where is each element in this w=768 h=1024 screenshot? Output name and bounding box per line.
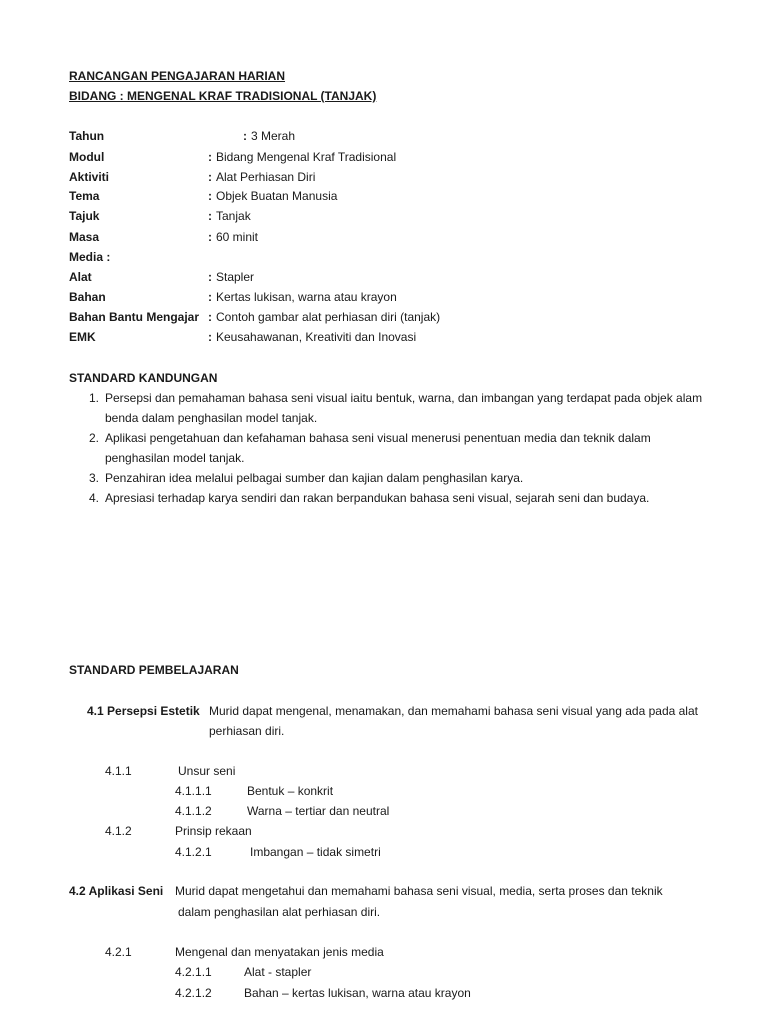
item-number: 4.1.1.2 [175,804,212,818]
document-subtitle: BIDANG : MENGENAL KRAF TRADISIONAL (TANJAK) [69,89,377,103]
emk-label: EMK [69,330,96,344]
list-item-text: Penzahiran idea melalui pelbagai sumber dan kajian dalam penghasilan karya. [105,471,524,485]
item-number: 4.1.2.1 [175,845,212,859]
tajuk-value: : Tanjak [208,209,251,223]
bbm-label: Bahan Bantu Mengajar [69,310,200,324]
tahun-label: Tahun [69,129,105,143]
standard-pembelajaran-heading: STANDARD PEMBELAJARAN [69,663,239,677]
media-label: Media : [69,250,111,264]
item-text: Imbangan – tidak simetri [250,845,381,859]
item-number: 4.2.1.2 [175,986,212,1000]
tajuk-label: Tajuk [69,209,100,223]
list-item-text: benda dalam penghasilan model tanjak. [105,411,318,425]
list-item-number: 2. [89,431,100,445]
item-text: Bentuk – konkrit [247,784,334,798]
section-4-2-desc: Murid dapat mengetahui dan memahami bahasa seni visual, media, serta proses dan teknik [175,884,663,898]
masa-value: : 60 minit [208,230,259,244]
section-4-1-desc: Murid dapat mengenal, menamakan, dan memahami bahasa seni visual yang ada pada alat [209,704,698,718]
tahun-value: : 3 Merah [243,129,296,143]
list-item-text: Persepsi dan pemahaman bahasa seni visual iaitu bentuk, warna, dan imbangan yang terdapat pada objek alam [105,391,703,405]
standard-kandungan-heading: STANDARD KANDUNGAN [69,371,218,385]
item-text: Alat - stapler [244,965,312,979]
item-text: Bahan – kertas lukisan, warna atau krayon [244,986,471,1000]
alat-label: Alat [69,270,92,284]
item-number: 4.1.1 [105,764,132,778]
list-item-number: 3. [89,471,100,485]
tema-label: Tema [69,189,100,203]
list-item-text: Aplikasi pengetahuan dan kefahaman bahasa seni visual menerusi penentuan media dan teknik dalam [105,431,651,445]
item-text: Mengenal dan menyatakan jenis media [175,945,384,959]
tema-value: : Objek Buatan Manusia [208,189,338,203]
masa-label: Masa [69,230,100,244]
alat-value: : Stapler [208,270,255,284]
item-number: 4.1.1.1 [175,784,212,798]
item-number: 4.2.1.1 [175,965,212,979]
section-4-2-title: 4.2 Aplikasi Seni [69,884,164,898]
modul-value: : Bidang Mengenal Kraf Tradisional [208,150,397,164]
item-text: Unsur seni [178,764,236,778]
section-4-1-desc: perhiasan diri. [209,724,285,738]
item-number: 4.2.1 [105,945,132,959]
bbm-value: : Contoh gambar alat perhiasan diri (tanjak) [208,310,441,324]
list-item-text: Apresiasi terhadap karya sendiri dan rakan berpandukan bahasa seni visual, sejarah seni dan budaya. [105,491,650,505]
item-text: Warna – tertiar dan neutral [247,804,390,818]
document-title: RANCANGAN PENGAJARAN HARIAN [69,69,286,83]
list-item-text: penghasilan model tanjak. [105,451,245,465]
section-4-1-title: 4.1 Persepsi Estetik [87,704,200,718]
emk-value: : Keusahawanan, Kreativiti dan Inovasi [208,330,417,344]
item-number: 4.1.2 [105,824,132,838]
aktiviti-value: : Alat Perhiasan Diri [208,170,316,184]
section-4-2-desc: dalam penghasilan alat perhiasan diri. [178,905,381,919]
list-item-number: 4. [89,491,100,505]
bahan-label: Bahan [69,290,106,304]
list-item-number: 1. [89,391,100,405]
item-text: Prinsip rekaan [175,824,252,838]
modul-label: Modul [69,150,105,164]
bahan-value: : Kertas lukisan, warna atau krayon [208,290,397,304]
aktiviti-label: Aktiviti [69,170,110,184]
